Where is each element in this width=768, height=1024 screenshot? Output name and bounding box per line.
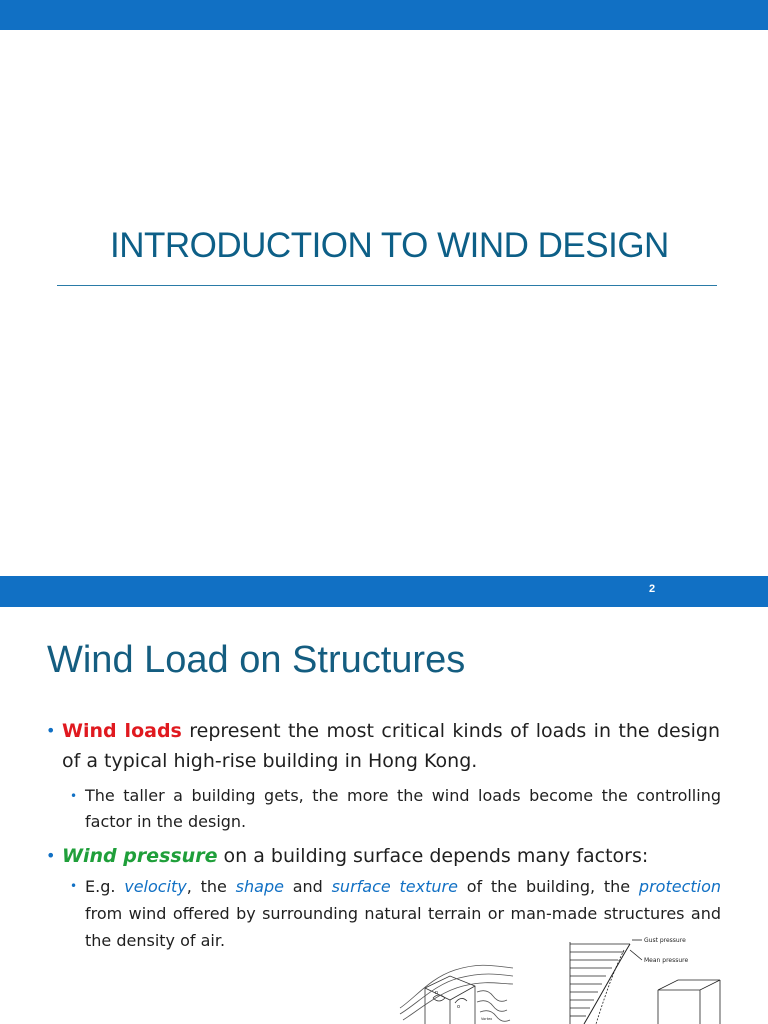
- bullet-dot: •: [70, 789, 78, 803]
- bullet-dot: •: [46, 721, 56, 740]
- top-header-bar: [0, 0, 768, 30]
- bullet-dot: •: [46, 846, 56, 865]
- sub-text-mid1: , the: [186, 877, 236, 896]
- figure-letter: n: [435, 990, 439, 996]
- slide2-title: Wind Load on Structures: [47, 639, 466, 681]
- highlight-wind-loads: Wind loads: [62, 720, 182, 742]
- sub-bullet-text: The taller a building gets, the more the wind loads become the controlling factor in the design.: [85, 786, 721, 831]
- pressure-profile-figure: [560, 930, 736, 1024]
- sub-text-prefix: E.g.: [85, 877, 125, 896]
- term-surface-texture: surface texture: [331, 877, 458, 896]
- sub-text-mid3: of the building, the: [457, 877, 639, 896]
- bullet-wind-pressure: [46, 841, 722, 871]
- mean-pressure-label: Mean pressure: [644, 957, 689, 964]
- page-number: 2: [648, 583, 656, 595]
- bullet-text: on a building surface depends many factors:: [217, 845, 649, 867]
- wind-flow-figure: [395, 948, 515, 1024]
- term-shape: shape: [235, 877, 284, 896]
- sub-text-suffix: from wind offered by surrounding natural terrain or man-made structures and the density of air.: [85, 904, 721, 950]
- term-velocity: velocity: [124, 877, 187, 896]
- sub-text-mid2: and: [283, 877, 332, 896]
- bullet-dot: •: [70, 879, 78, 893]
- gust-pressure-label: Gust pressure: [644, 937, 686, 944]
- highlight-wind-pressure: Wind pressure: [62, 845, 218, 867]
- slide1-title: INTRODUCTION TO WIND DESIGN: [110, 226, 669, 265]
- bullet-text: represent the most critical kinds of loads in the design of a typical high-rise building in Hong Kong.: [62, 720, 720, 772]
- sub-bullet-taller: [70, 783, 721, 835]
- title-underline: [57, 285, 717, 286]
- vortex-label: Vortex: [481, 1017, 493, 1021]
- term-protection: protection: [638, 877, 722, 896]
- figure-letter: o: [457, 1004, 461, 1010]
- bullet-wind-loads: [46, 716, 720, 776]
